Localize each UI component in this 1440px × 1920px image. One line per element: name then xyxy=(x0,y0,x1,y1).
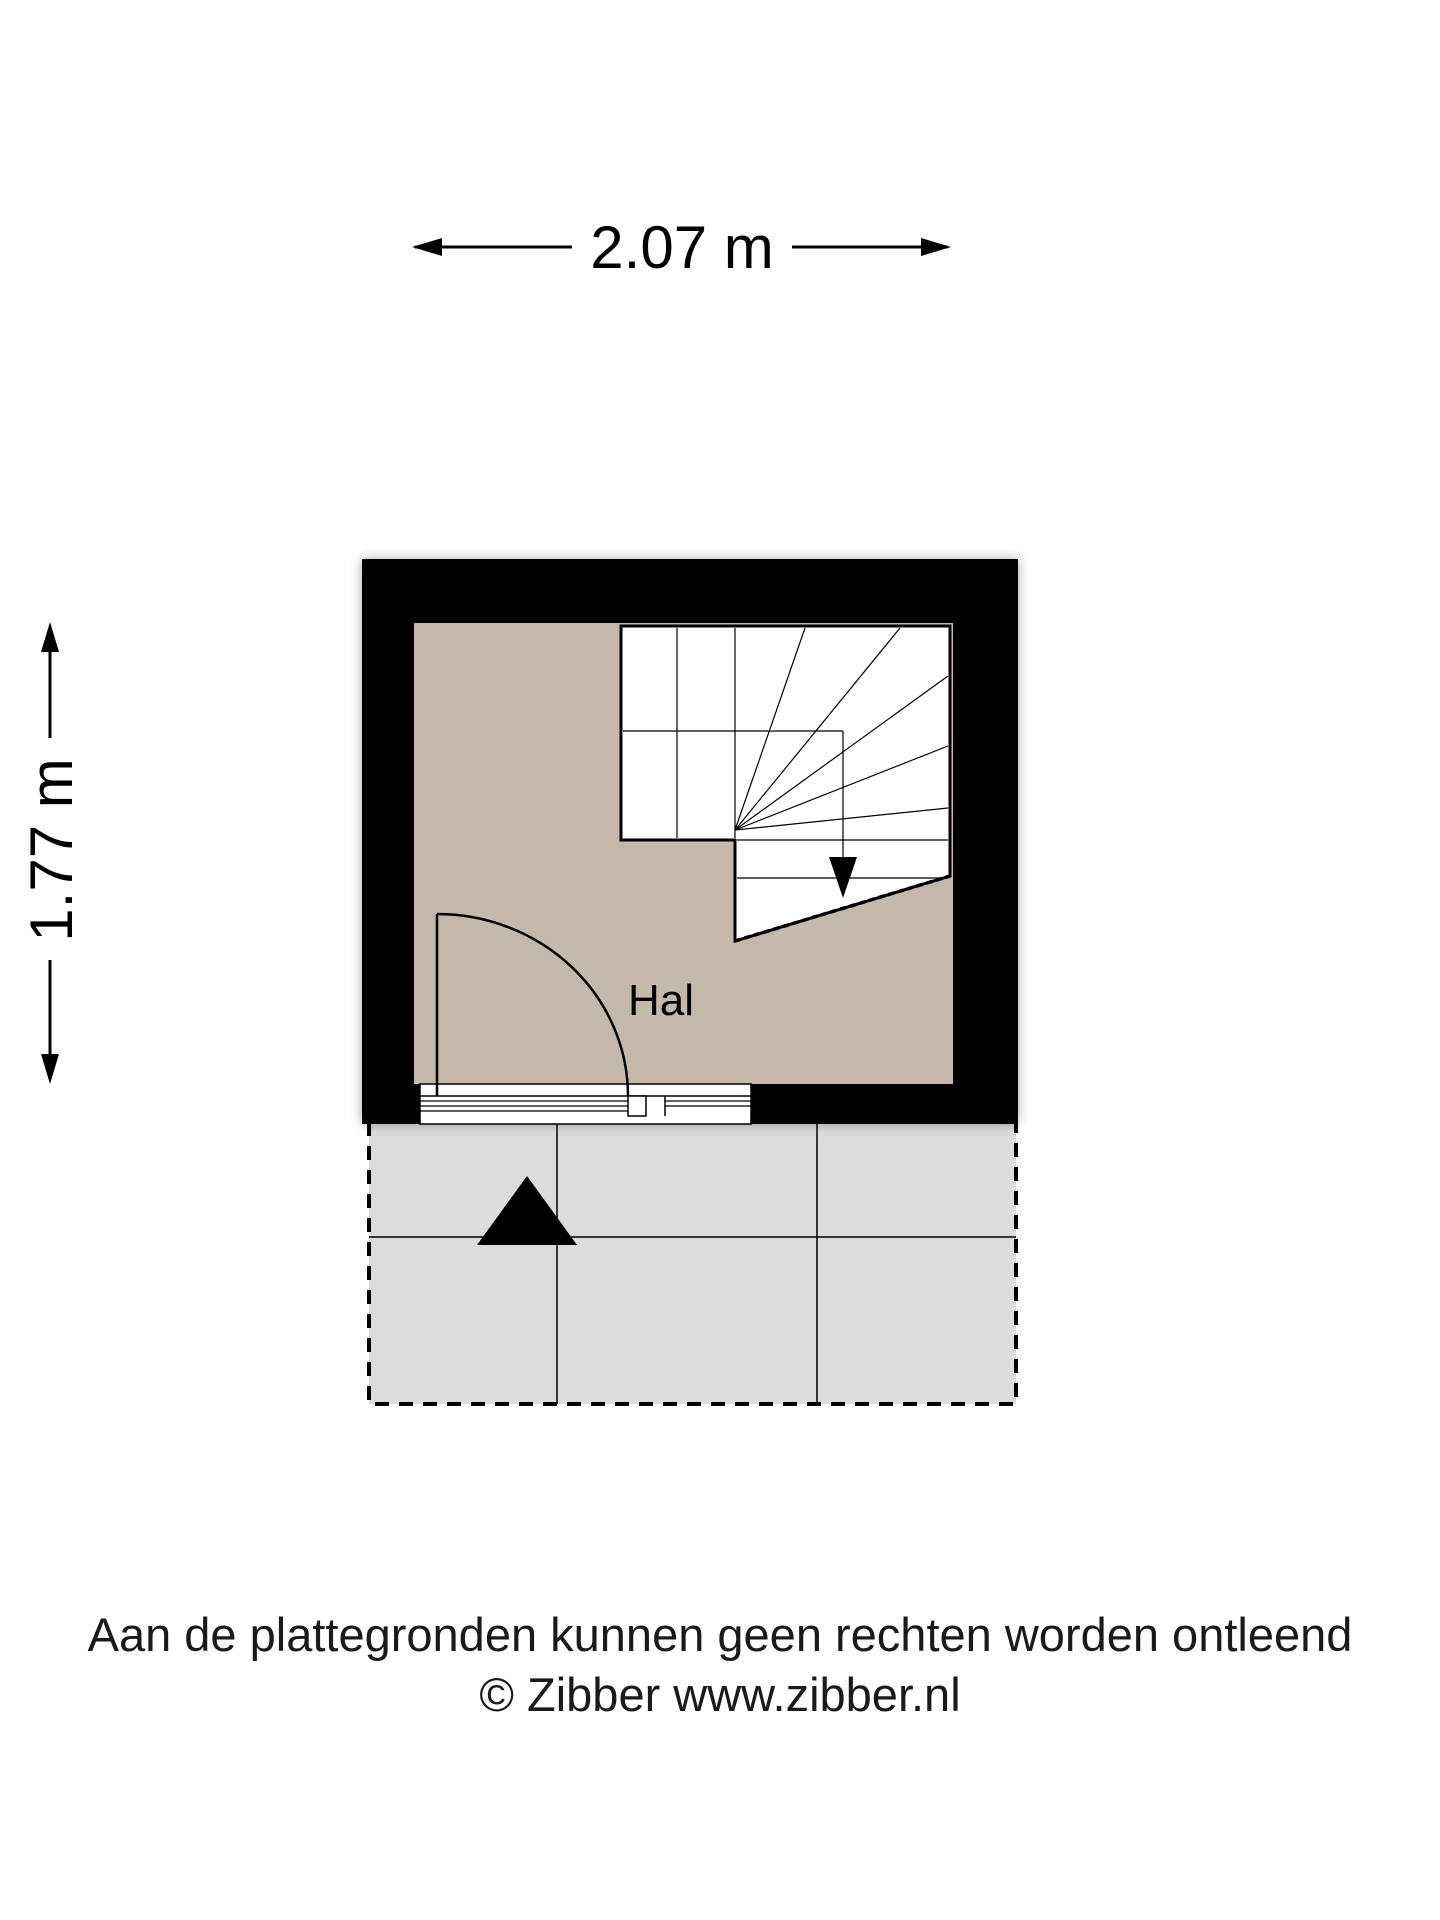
front-door-threshold xyxy=(420,1084,751,1124)
height-dimension xyxy=(18,622,85,1084)
room-label-hal: Hal xyxy=(627,976,695,1025)
copyright-text: © Zibber www.zibber.nl xyxy=(479,1668,961,1721)
width-dimension xyxy=(412,214,951,281)
width-dimension-label: 2.07 m xyxy=(590,214,774,281)
disclaimer-text: Aan de plattegronden kunnen geen rechten worden ontleend xyxy=(87,1608,1353,1661)
footer xyxy=(0,1605,1440,1725)
outdoor-area xyxy=(369,1122,1016,1404)
height-dimension-label: 1.77 m xyxy=(18,758,85,942)
